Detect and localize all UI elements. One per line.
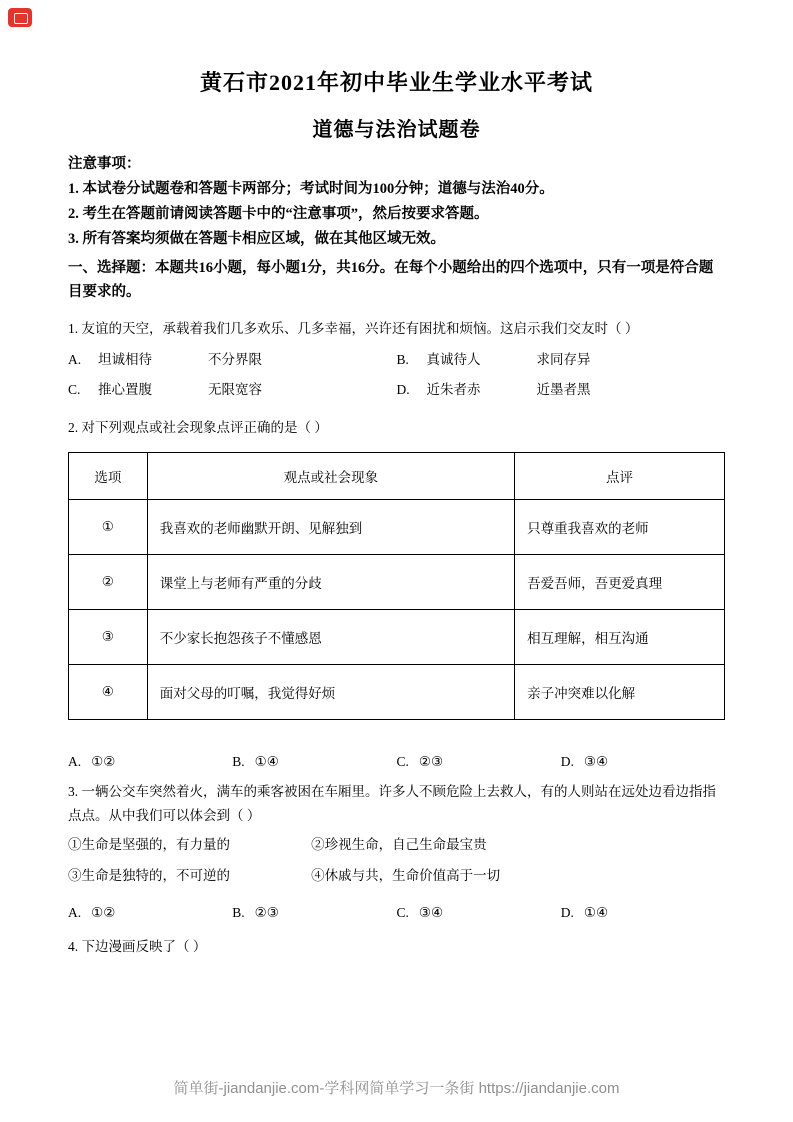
notice-item-2: 2. 考生在答题前请阅读答题卡中的“注意事项”，然后按要求答题。 [68, 205, 489, 222]
table-cell: ③ [69, 609, 148, 664]
exam-title: 黄石市2021年初中毕业生学业水平考试 [199, 70, 593, 95]
answer-label: A. [68, 904, 82, 920]
table-header-row [69, 452, 725, 499]
answer-label: C. [396, 904, 409, 920]
question-3-stem: 3. 一辆公交车突然着火，满车的乘客被困在车厢里。许多人不顾危险上去救人，有的人则站在远处边看边指指点点。从中我们可以体会到（ ） [68, 783, 716, 824]
question-3-answers [68, 905, 725, 921]
question-4-stem: 4. 下边漫画反映了（ ） [68, 938, 207, 954]
notice-item-3: 3. 所有答案均须做在答题卡相应区域，做在其他区域无效。 [68, 230, 445, 247]
table-row [69, 664, 725, 719]
suboption: ③生命是独特的，不可逆的 [68, 867, 230, 883]
table-row [69, 499, 725, 554]
answer-label: A. [68, 753, 82, 769]
notice-item-1: 1. 本试卷分试题卷和答题卡两部分；考试时间为100分钟；道德与法治40分。 [68, 180, 554, 197]
option-text: 推心置腹 [98, 382, 152, 398]
table-cell: ① [69, 499, 148, 554]
table-cell: 课堂上与老师有严重的分歧 [147, 554, 514, 609]
answer-value: ①② [91, 753, 116, 769]
q3-suboptions-row-2 [68, 860, 725, 891]
answer-b [232, 905, 396, 921]
answer-d [561, 905, 725, 921]
table-cell: ④ [69, 664, 148, 719]
option-label: C. [68, 382, 81, 398]
option-text: 近朱者赤 [426, 382, 481, 398]
answer-d [561, 754, 725, 770]
question-2-answers [68, 754, 725, 770]
table-cell: ② [69, 554, 148, 609]
answer-value: ①② [91, 904, 116, 920]
option-text: 坦诚相待 [98, 351, 152, 367]
option-text: 不分界限 [208, 351, 262, 367]
answer-label: D. [560, 904, 574, 920]
suboption: ④休戚与共，生命价值高于一切 [311, 867, 501, 883]
option-label: B. [396, 351, 409, 367]
table-row [69, 609, 725, 664]
answer-value: ②③ [254, 904, 279, 920]
answer-value: ①④ [583, 904, 609, 920]
watermark-footer: 简单街-jiandanjie.com-学科网简单学习一条街 https://jiandanjie.com [173, 1080, 620, 1097]
table-cell: 我喜欢的老师幽默开朗、见解独到 [147, 499, 514, 554]
suboption: ②珍视生命，自己生命最宝贵 [311, 836, 487, 852]
answer-value: ③④ [583, 753, 609, 769]
option-text: 真诚待人 [426, 351, 481, 367]
q2-table [68, 452, 725, 720]
site-logo-inner-icon [14, 13, 28, 24]
answer-value: ③④ [418, 904, 444, 920]
option-text: 求同存异 [536, 351, 591, 367]
option-a [68, 345, 397, 375]
option-d [397, 375, 726, 405]
question-3 [68, 780, 725, 921]
table-header-cell: 点评 [515, 452, 725, 499]
question-4 [68, 935, 725, 959]
question-2 [68, 416, 725, 770]
option-label: D. [396, 382, 410, 398]
question-1 [68, 317, 725, 406]
q3-suboptions-row-1 [68, 829, 725, 860]
option-c [68, 375, 397, 405]
answer-label: B. [232, 753, 245, 769]
site-logo-icon [8, 8, 32, 27]
option-label: A. [68, 351, 82, 367]
answer-value: ①④ [254, 753, 279, 769]
answer-a [68, 754, 232, 770]
answer-a [68, 905, 232, 921]
table-cell: 相互理解，相互沟通 [515, 609, 725, 664]
table-cell: 亲子冲突难以化解 [515, 664, 725, 719]
table-cell: 不少家长抱怨孩子不懂感恩 [147, 609, 514, 664]
answer-value: ②③ [418, 753, 444, 769]
answer-b [232, 754, 396, 770]
question-1-stem: 1. 友谊的天空，承载着我们几多欢乐、几多幸福，兴许还有困扰和烦恼。这启示我们交友时（ ） [68, 320, 639, 336]
table-cell: 吾爱吾师，吾更爱真理 [515, 554, 725, 609]
table-header-cell: 选项 [69, 452, 148, 499]
question-1-options [68, 345, 725, 406]
table-header-cell: 观点或社会现象 [147, 452, 514, 499]
answer-label: C. [396, 753, 409, 769]
suboption: ①生命是坚强的，有力量的 [68, 836, 230, 852]
section-heading: 一、选择题：本题共16小题，每小题1分，共16分。在每个小题给出的四个选项中，只有一项是符合题目要求的。 [68, 259, 714, 300]
table-row [69, 554, 725, 609]
table-cell: 只尊重我喜欢的老师 [515, 499, 725, 554]
option-text: 无限宽容 [208, 382, 262, 398]
answer-c [397, 905, 561, 921]
answer-label: B. [232, 904, 245, 920]
answer-c [397, 754, 561, 770]
notice-section [68, 152, 725, 252]
option-text: 近墨者黑 [536, 382, 591, 398]
option-b [397, 345, 726, 375]
exam-subtitle: 道德与法治试题卷 [312, 119, 481, 141]
question-2-stem: 2. 对下列观点或社会现象点评正确的是（ ） [68, 419, 328, 435]
table-cell: 面对父母的叮嘱，我觉得好烦 [147, 664, 514, 719]
answer-label: D. [560, 753, 574, 769]
notice-heading: 注意事项： [68, 156, 141, 172]
